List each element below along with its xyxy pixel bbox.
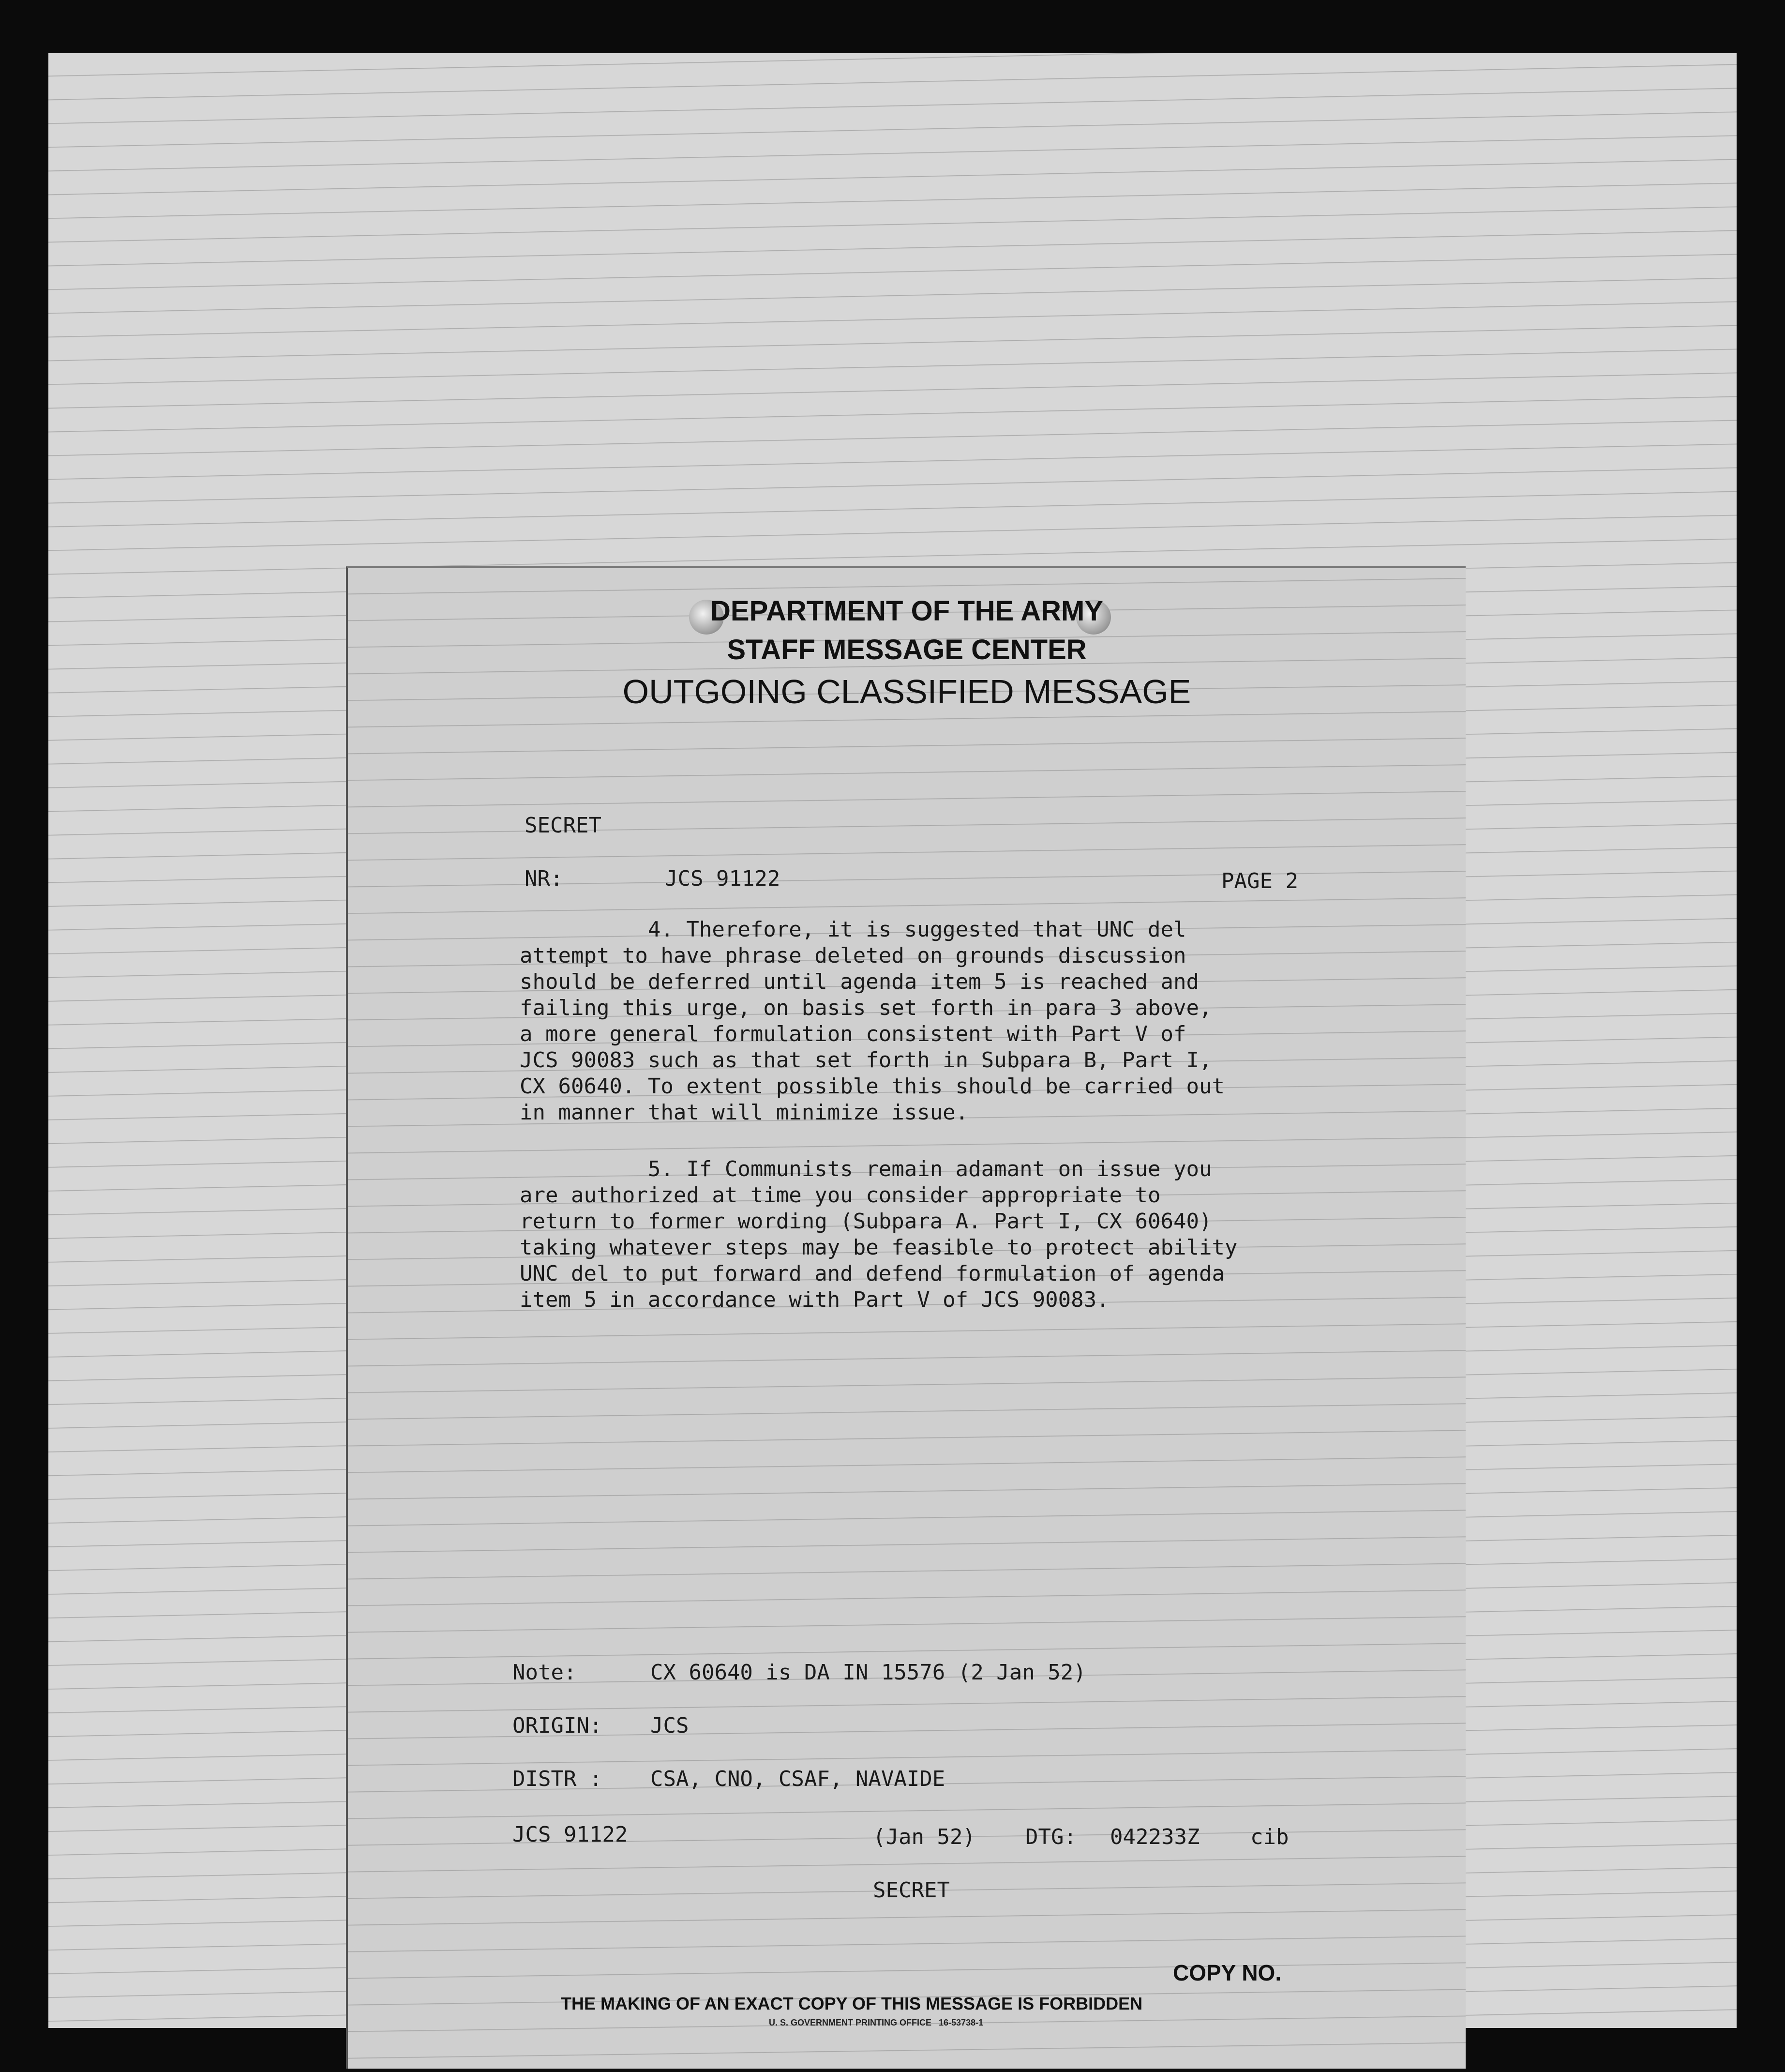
message-sheet [346, 566, 1466, 2069]
dtg-value: 042233Z [1110, 1825, 1200, 1849]
copy-number: COPY NO. [1173, 1960, 1282, 1985]
header-form-title: OUTGOING CLASSIFIED MESSAGE [622, 673, 1191, 711]
dtg-label: DTG: [1025, 1825, 1077, 1849]
header-message-center: STAFF MESSAGE CENTER [727, 634, 1087, 665]
text-line: return to former wording (Subpara A. Part I, CX 60640) [520, 1209, 1212, 1234]
distribution-value: CSA, CNO, CSAF, NAVAIDE [650, 1767, 945, 1791]
distribution-label: DISTR : [512, 1767, 602, 1791]
text-line: taking whatever steps may be feasible to protect ability [520, 1235, 1238, 1260]
text-line: should be deferred until agenda item 5 is reached and [520, 969, 1199, 994]
operator-initials: cib [1250, 1825, 1289, 1849]
text-line: 5. If Communists remain adamant on issue you [520, 1157, 1212, 1181]
text-line: in manner that will minimize issue. [520, 1100, 969, 1125]
nr-value: JCS 91122 [665, 866, 780, 891]
reference-number: JCS 91122 [512, 1822, 628, 1847]
message-date: (Jan 52) [873, 1825, 975, 1849]
origin-label: ORIGIN: [512, 1713, 602, 1738]
text-line: a more general formulation consistent with Part V of [520, 1022, 1186, 1046]
classification-top: SECRET [525, 813, 601, 838]
text-line: 4. Therefore, it is suggested that UNC del [520, 917, 1186, 942]
copy-warning: THE MAKING OF AN EXACT COPY OF THIS MESSAGE IS FORBIDDEN [561, 1994, 1143, 2013]
printer-imprint: U. S. GOVERNMENT PRINTING OFFICE 16-53738-1 [769, 2018, 984, 2027]
note-label: Note: [512, 1660, 577, 1685]
nr-label: NR: [525, 866, 563, 891]
note-value: CX 60640 is DA IN 15576 (2 Jan 52) [650, 1660, 1086, 1685]
text-line: are authorized at time you consider appropriate to [520, 1183, 1161, 1208]
classification-bottom: SECRET [873, 1878, 950, 1903]
text-line: attempt to have phrase deleted on grounds discussion [520, 943, 1186, 968]
text-line: UNC del to put forward and defend formulation of agenda [520, 1261, 1225, 1286]
text-line: item 5 in accordance with Part V of JCS 90083. [520, 1287, 1110, 1312]
text-line: failing this urge, on basis set forth in para 3 above, [520, 996, 1212, 1020]
header-department: DEPARTMENT OF THE ARMY [710, 595, 1103, 627]
page-number: PAGE 2 [1221, 869, 1298, 893]
text-line: CX 60640. To extent possible this should be carried out [520, 1074, 1225, 1099]
origin-value: JCS [650, 1713, 689, 1738]
text-line: JCS 90083 such as that set forth in Subpara B, Part I, [520, 1048, 1212, 1073]
